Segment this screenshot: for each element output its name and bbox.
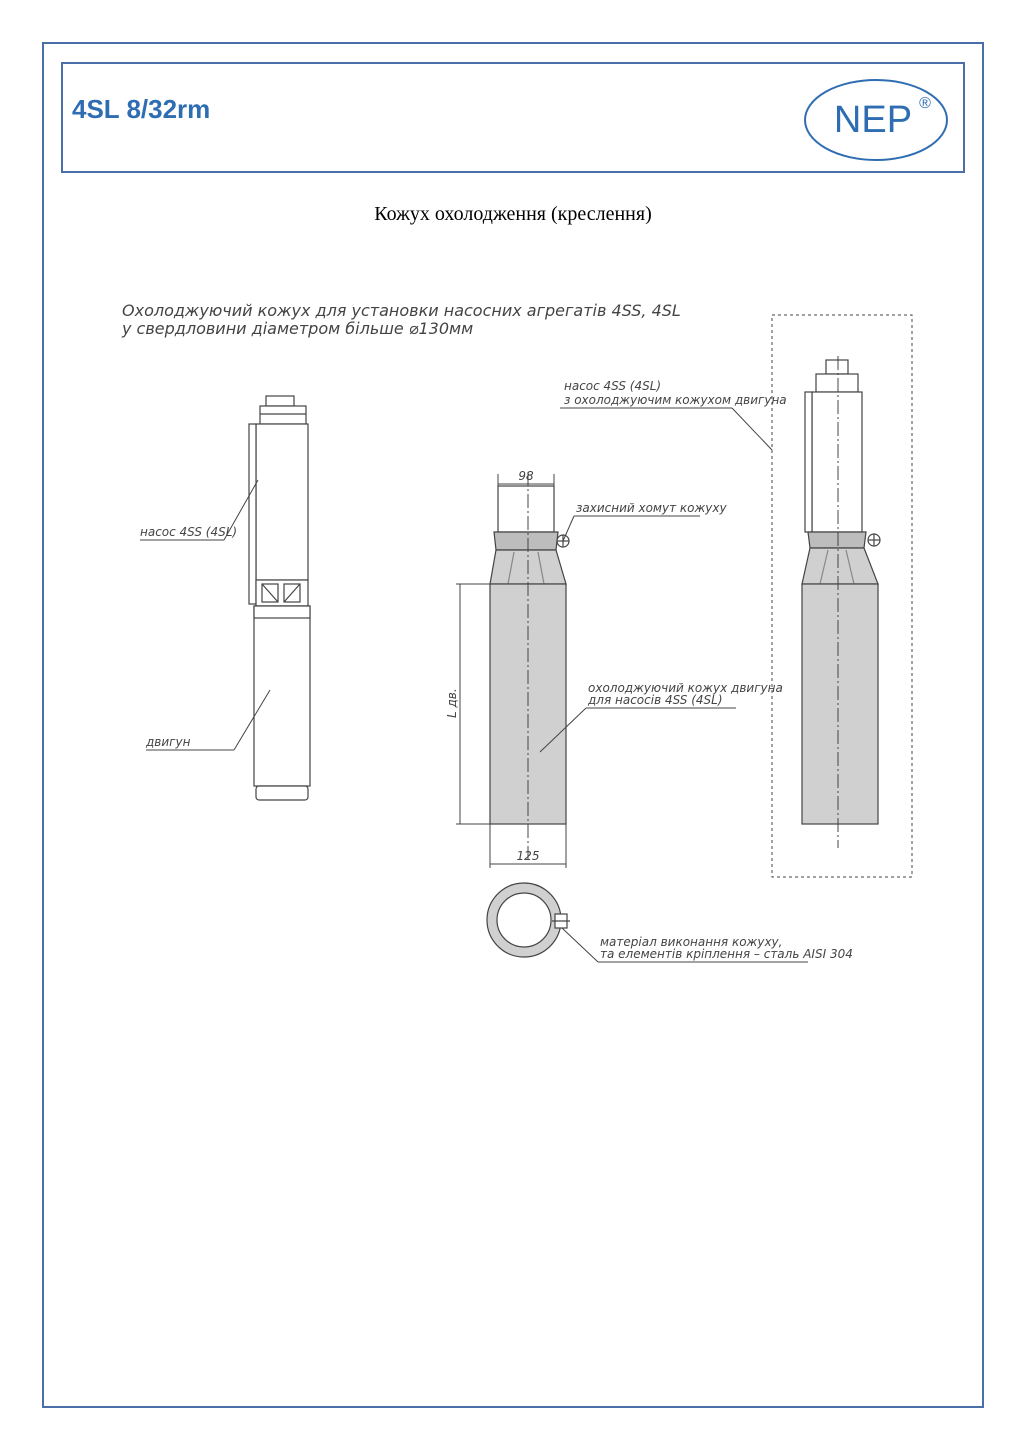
drawing-caption-line2: у свердловини діаметром більше ⌀130мм bbox=[122, 319, 474, 338]
document-title: 4SL 8/32rm bbox=[72, 94, 211, 124]
label-shroud-line2: для насосів 4SS (4SL) bbox=[588, 693, 723, 707]
assembly-unit bbox=[802, 360, 880, 824]
label-material-line1: матеріал виконання кожуху, bbox=[600, 935, 783, 949]
motor-body bbox=[254, 606, 310, 786]
cooling-shroud bbox=[490, 486, 569, 824]
dim-top-label: 98 bbox=[518, 469, 534, 483]
label-clamp: захисний хомут кожуху bbox=[576, 501, 727, 515]
drawing-caption-line1: Охолоджуючий кожух для установки насосних агрегатів 4SS, 4SL bbox=[122, 301, 681, 320]
shroud-cross-section bbox=[487, 883, 570, 957]
logo-text: NEP bbox=[833, 99, 913, 141]
pump-body bbox=[256, 424, 308, 580]
label-shroud-line1: охолоджуючий кожух двигуна bbox=[588, 681, 783, 695]
label-assembly-line2: з охолоджуючим кожухом двигуна bbox=[564, 393, 787, 407]
clamp-leader bbox=[563, 516, 700, 541]
shroud-leader bbox=[540, 708, 736, 752]
label-assembly-line1: насос 4SS (4SL) bbox=[564, 379, 662, 393]
logo-registered-mark: ® bbox=[919, 95, 931, 112]
assembly-leader bbox=[560, 408, 772, 450]
dim-length-label: L дв. bbox=[445, 688, 459, 718]
section-title: Кожух охолодження (креслення) bbox=[374, 203, 652, 225]
dimension-length bbox=[456, 584, 490, 824]
label-pump: насос 4SS (4SL) bbox=[140, 525, 238, 539]
label-material-line2: та елементів кріплення – сталь AISI 304 bbox=[600, 947, 853, 961]
shroud-top-section bbox=[498, 486, 554, 532]
pump-motor-unit bbox=[249, 396, 310, 800]
shroud-clamp bbox=[494, 532, 558, 550]
label-motor: двигун bbox=[146, 735, 191, 749]
dim-bottom-label: 125 bbox=[516, 849, 540, 863]
